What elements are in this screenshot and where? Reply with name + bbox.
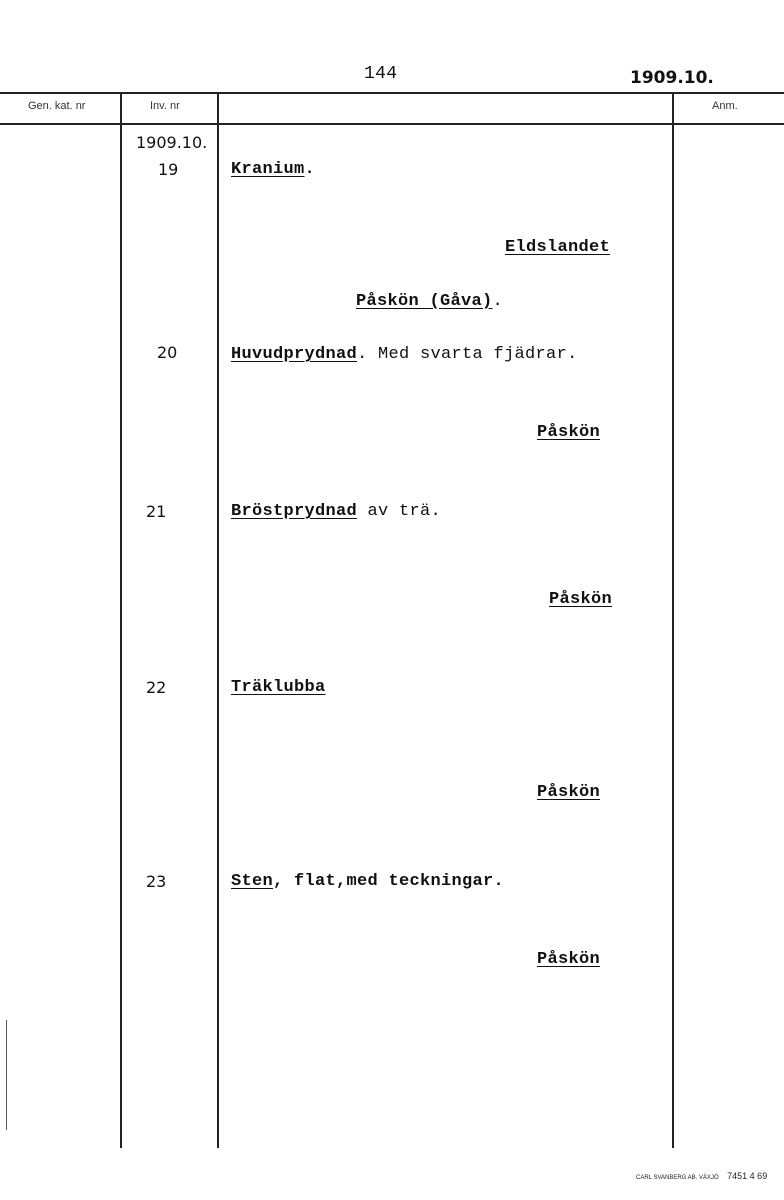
entry-19-description: Kranium. [231, 160, 316, 179]
inv-number-20: 20 [157, 343, 178, 362]
column-divider-gen-inv [120, 92, 122, 1148]
inv-number-19: 19 [158, 160, 179, 179]
entry-23-place: Påskön [536, 950, 600, 969]
entry-20-place: Påskön [536, 423, 600, 442]
entry-23-description: Sten, flat,med teckningar. [231, 872, 505, 891]
gift-note: Påskön (Gåva). [356, 292, 504, 311]
column-header-anm: Anm. [712, 100, 738, 112]
column-divider-desc-anm [672, 92, 674, 1148]
entry-22-description [231, 678, 326, 697]
entries-date-marker: 1909.10. [136, 133, 208, 152]
header-date: 1909.10. [630, 68, 714, 88]
entry-19-place: Eldslandet [504, 238, 610, 257]
inv-number-22: 22 [146, 678, 167, 697]
printer-name: CARL SVANBERG AB. VÄXJÖ [636, 1175, 719, 1181]
page-number: 144 [364, 64, 398, 84]
printer-imprint [636, 1166, 767, 1184]
inv-number-23: 23 [146, 872, 167, 891]
header-bottom-rule [0, 123, 784, 125]
margin-mark [6, 1020, 7, 1130]
entry-21-name: Bröstprydnad [231, 502, 358, 521]
column-header-inv-nr: Inv. nr [150, 100, 180, 112]
entry-21-place: Påskön [548, 590, 612, 609]
inv-number-21: 21 [146, 502, 167, 521]
entry-21-description: Bröstprydnad av trä. [231, 502, 442, 521]
column-divider-inv-desc [217, 92, 219, 1148]
entry-22-place: Påskön [536, 783, 600, 802]
entry-23-name: Sten [231, 872, 274, 891]
entry-22-name: Träklubba [231, 678, 326, 697]
header-top-rule [0, 92, 784, 94]
column-header-gen-kat-nr: Gen. kat. nr [28, 100, 86, 112]
entry-20-description: Huvudprydnad. Med svarta fjädrar. [231, 345, 578, 364]
entry-19-name: Kranium [231, 160, 305, 179]
form-code: 7451 4 69 [727, 1171, 768, 1181]
entry-20-name: Huvudprydnad [231, 345, 358, 364]
